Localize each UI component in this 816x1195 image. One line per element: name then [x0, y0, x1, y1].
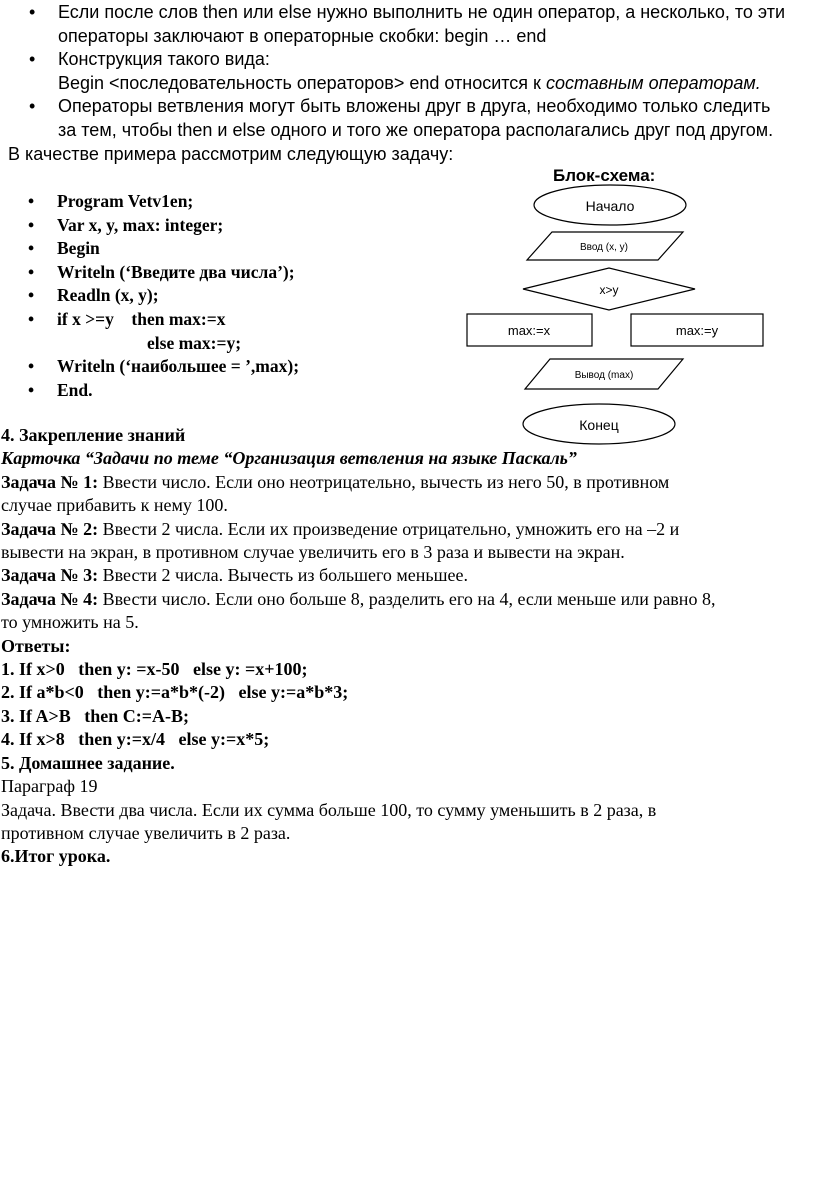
task-3: Задача № 3: Ввести 2 числа. Вычесть из большего меньшее. [1, 565, 468, 586]
svg-text:Конец: Конец [579, 417, 619, 433]
answers-heading: Ответы: [1, 635, 71, 656]
flowchart [0, 0, 816, 460]
intro-bullet-2: • Конструкция такого вида: Begin <последовательность операторов> end относится к составным операторам. [58, 48, 761, 95]
card-title: Карточка “Задачи по теме “Организация ветвления на языке Паскаль” [1, 448, 577, 469]
answer-line: 1. If x>0 then y: =x-50 else y: =x+100; [1, 659, 308, 680]
example-line: В качестве примера рассмотрим следующую задачу: [8, 144, 454, 164]
svg-text:max:=x: max:=x [507, 323, 551, 338]
answer-line: 3. If A>B then C:=A-B; [1, 705, 190, 726]
branch-right-block [631, 314, 763, 346]
homework-task: Задача. Ввести два числа. Если их сумма больше 100, то сумму уменьшить в 2 раза, в [1, 799, 657, 820]
program-line: • Var x, y, max: integer; [57, 214, 299, 238]
program-line: • if x >=y then max:=x [57, 308, 299, 332]
program-line: • End. [57, 379, 299, 403]
program-line: • Begin [57, 237, 299, 261]
start-terminal [534, 185, 686, 225]
compound-operator-line: Begin <последовательность операторов> end относится к составным операторам. [58, 72, 761, 93]
condition-diamond [523, 268, 695, 310]
section-4-heading: 4. Закрепление знаний [1, 425, 186, 445]
program-line: • Program Vetv1en; [57, 190, 299, 214]
input-block [527, 232, 683, 260]
program-line: • Writeln (‘наибольшее = ’,max); [57, 355, 299, 379]
program-line: • Writeln (‘Введите два числа’); [57, 261, 299, 285]
task-1: Задача № 1: Ввести число. Если оно неотрицательно, вычесть из него 50, в противном [1, 471, 670, 492]
answer-line: 4. If x>8 then y:=x/4 else y:=x*5; [1, 729, 270, 750]
task-2: Задача № 2: Ввести 2 числа. Если их произведение отрицательно, умножить его на –2 и [1, 518, 680, 539]
program-else-line: else max:=y; [147, 332, 242, 353]
intro-bullet-1: • Если после слов then или else нужно выполнить не один оператор, а несколько, то эти операторы заключают в операторные скобки: begin … end [58, 1, 785, 48]
output-block [525, 359, 683, 389]
program-line: • Readln (x, y); [57, 284, 299, 308]
homework-paragraph: Параграф 19 [1, 776, 98, 797]
svg-text:Начало: Начало [585, 198, 635, 214]
svg-text:Вывод (max): Вывод (max) [574, 370, 634, 381]
branch-left-block [467, 314, 592, 346]
svg-text:x>y: x>y [599, 283, 619, 297]
intro-bullet-3: • Операторы ветвления могут быть вложены друг в друга, необходимо только следить за тем, чтобы then и else одного и того же оператора располагались друг под другом. [58, 95, 773, 142]
svg-text:Ввод (x, y): Ввод (x, y) [579, 242, 629, 253]
svg-text:max:=y: max:=y [675, 323, 719, 338]
section-5-heading: 5. Домашнее задание. [1, 752, 175, 773]
section-6-heading: 6.Итог урока. [1, 846, 111, 867]
answer-line: 2. If a*b<0 then y:=a*b*(-2) else y:=a*b*3; [1, 682, 349, 703]
flowchart-title: Блок-схема: [553, 166, 656, 185]
section-4: 4. Закрепление знаний Карточка “Задачи по теме “Организация ветвления на языке Паскаль” Задача № 1: Ввести число. Если оно неотрицательно, вычесть из него 50, в противном случае прибавить к нему 100. Задача № 2: Ввести 2 числа. Если их произведение отрицательно, умножить его на –2 и вывести на экран, в противном случае увеличить его в 3 раза и вывести на экран. Задача № 3: Ввести 2 числа. Вычесть из большего меньшее. Задача № 4: Ввести число. Если оно больше 8, разделить его на 4, если меньше или равно 8, то умножить на 5. Ответы: 1. If x>0 then y: =x-50 else y: =x+100; 2. If a*b<0 then y:=a*b*(-2) else y:=a*b*3; 3. If A>B then C:=A-B; 4. If x>8 then y:=x/4 else y:=x*5; 5. Домашнее задание. Параграф 19 Задача. Ввести два числа. Если их сумма больше 100, то сумму уменьшить в 2 раза, в противном случае увеличить в 2 раза. 6.Итог урока. [1, 424, 813, 869]
task-4: Задача № 4: Ввести число. Если оно больше 8, разделить его на 4, если меньше или равно 8, [1, 588, 716, 609]
